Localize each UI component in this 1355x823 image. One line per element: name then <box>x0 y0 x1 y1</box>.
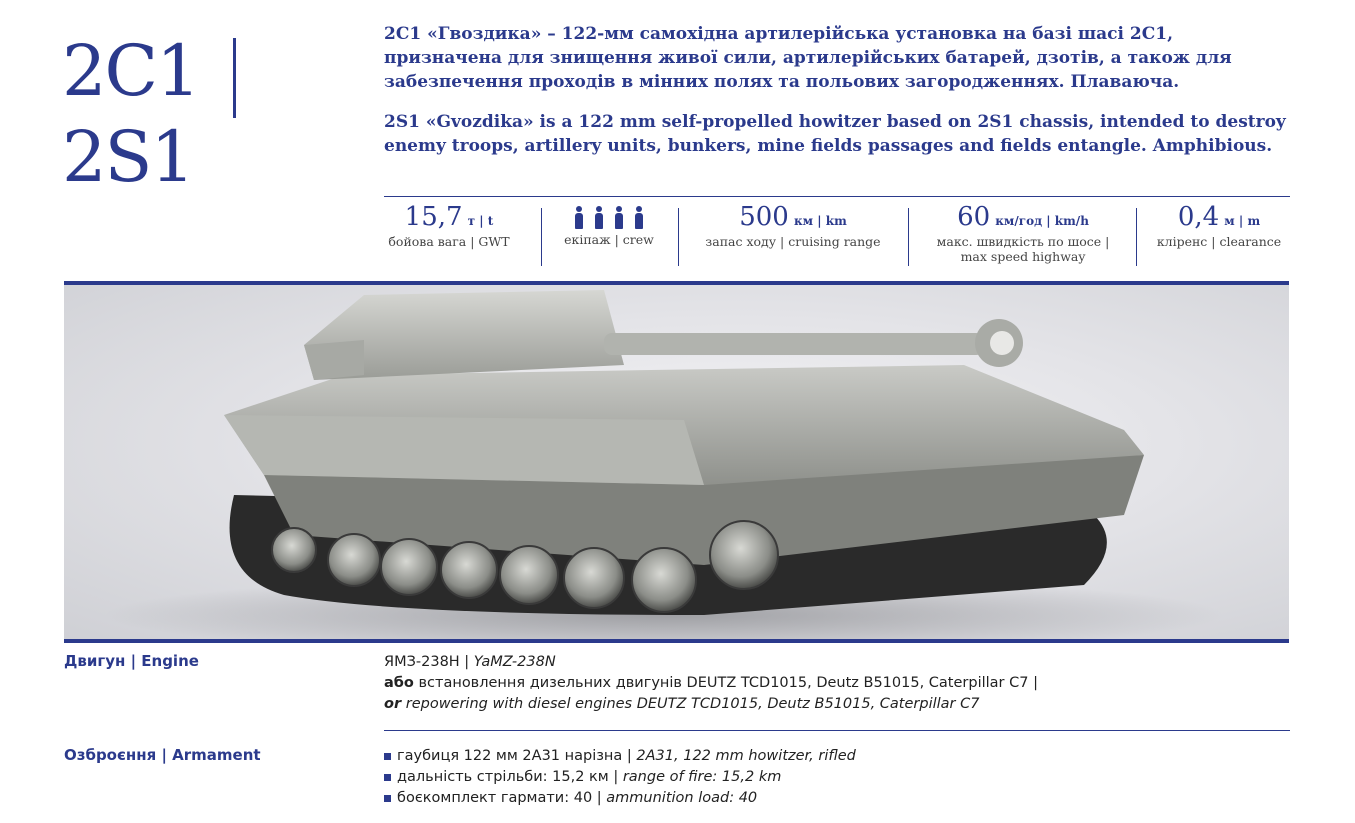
page-title <box>62 28 199 200</box>
clearance-label: кліренс | clearance <box>1156 234 1282 249</box>
person-icon <box>613 206 625 230</box>
weight-label: бойова вага | GWT <box>388 234 510 249</box>
armament-uk: боєкомплект гармати: 40 | <box>397 790 607 806</box>
engine-en: YaMZ-238N <box>473 654 556 670</box>
list-item <box>384 788 856 809</box>
armament-en: ammunition load: 40 <box>606 790 758 806</box>
engine-repower-uk: встановлення дизельних двигунів DEUTZ TCD1015, Deutz B51015, Caterpillar C7 | <box>413 675 1038 691</box>
range-value: 500 <box>739 202 789 232</box>
armament-en: 2А31, 122 mm howitzer, rifled <box>636 748 856 764</box>
armament-label: Озброєння | Armament <box>64 746 261 764</box>
stat-divider <box>541 208 542 266</box>
list-item <box>384 767 856 788</box>
person-icon <box>633 206 645 230</box>
description-uk: 2С1 «Гвоздика» – 122-мм самохідна артилерійська установка на базі шасі 2С1, призначена для знищення живої сили, артилерійських батарей, дзотів, а також для забезпечення проходів в мінних полях та польових загородженнях. Плаваюча. <box>384 24 1232 92</box>
clearance-value: 0,4 <box>1177 202 1220 232</box>
stats-strip <box>360 200 1300 280</box>
stat-weight <box>360 200 538 249</box>
stat-divider <box>678 208 679 266</box>
engine-repower-en: repowering with diesel engines DEUTZ TCD1015, Deutz B51015, Caterpillar C7 <box>401 696 980 712</box>
person-icon <box>573 206 585 230</box>
range-unit: км | km <box>793 214 847 228</box>
vehicle-photo <box>64 281 1289 643</box>
engine-label: Двигун | Engine <box>64 652 199 670</box>
header-divider <box>384 196 1290 197</box>
engine-or-en: or <box>384 696 402 712</box>
title-en: 2S1 <box>62 116 194 198</box>
stat-range <box>682 200 904 249</box>
armament-en: range of fire: 15,2 km <box>622 769 782 785</box>
description-en: 2S1 «Gvozdika» is a 122 mm self-propelled howitzer based on 2S1 chassis, intended to destroy enemy troops, artillery units, bunkers, mine fields passages and fields entangle. Amphibious. <box>384 112 1286 156</box>
howitzer-illustration <box>64 285 1289 639</box>
list-item <box>384 746 856 767</box>
speed-label: макс. швидкість по шосе | <box>936 234 1110 249</box>
title-divider <box>233 38 236 118</box>
spec-divider <box>384 730 1290 731</box>
speed-value: 60 <box>957 202 991 232</box>
engine-uk: ЯМЗ-238Н | <box>384 654 474 670</box>
armament-uk: гаубиця 122 мм 2А31 нарізна | <box>397 748 637 764</box>
person-icon <box>593 206 605 230</box>
bullet-icon <box>384 753 391 760</box>
speed-unit: км/год | km/h <box>995 214 1089 228</box>
bullet-icon <box>384 774 391 781</box>
weight-unit: т | t <box>467 214 494 228</box>
armament-list <box>384 746 856 809</box>
title-uk: 2С1 <box>62 30 199 112</box>
weight-value: 15,7 <box>404 202 463 232</box>
stat-divider <box>1136 208 1137 266</box>
engine-or-uk: або <box>384 675 414 691</box>
range-label: запас ходу | cruising range <box>705 234 881 249</box>
armament-uk: дальність стрільби: 15,2 км | <box>397 769 623 785</box>
stat-crew <box>544 200 674 247</box>
engine-value <box>384 652 1038 715</box>
crew-icons <box>544 206 674 232</box>
clearance-unit: м | m <box>1224 214 1261 228</box>
crew-label: екіпаж | crew <box>564 232 654 247</box>
stat-clearance <box>1140 200 1298 249</box>
stat-speed <box>912 200 1134 264</box>
speed-label-en: max speed highway <box>960 249 1086 264</box>
stat-divider <box>908 208 909 266</box>
bullet-icon <box>384 795 391 802</box>
